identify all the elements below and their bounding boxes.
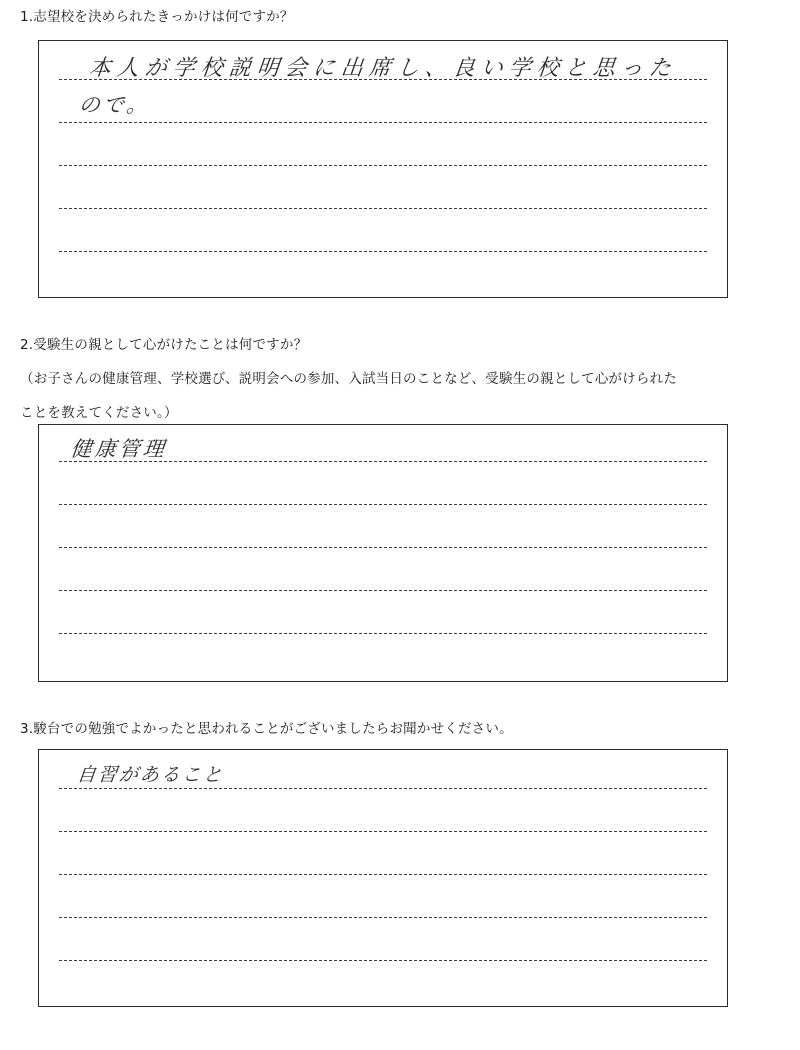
- question-3-label: [20, 716, 513, 743]
- question-2-subtext-1: （お子さんの健康管理、学校選び、説明会への参加、入試当日のことなど、受験生の親として心がけられた: [20, 371, 678, 387]
- answer-1-handwriting-line-1: 本人が学校説明会に出席し、良い学校と思った: [87, 56, 679, 81]
- answer-box-3[interactable]: [38, 749, 728, 1007]
- answer-1-line-3: [59, 165, 707, 166]
- answer-3-handwriting-line-1: 自習があること: [75, 764, 226, 786]
- question-2-label: [20, 332, 677, 427]
- answer-2-line-2: [59, 504, 707, 505]
- answer-2-line-5: [59, 633, 707, 634]
- question-2-subtext-2: ことを教えてください。）: [20, 405, 178, 421]
- answer-1-line-2: [59, 122, 707, 123]
- answer-1-line-4: [59, 208, 707, 209]
- answer-3-line-2: [59, 831, 707, 832]
- answer-3-line-3: [59, 874, 707, 875]
- answer-2-handwriting-line-1: 健康管理: [69, 437, 169, 461]
- answer-3-line-5: [59, 960, 707, 961]
- answer-1-line-5: [59, 251, 707, 252]
- answer-3-line-1: [59, 788, 707, 789]
- question-1-text: 1.志望校を決められたきっかけは何ですか？: [20, 9, 294, 25]
- answer-3-line-4: [59, 917, 707, 918]
- answer-2-line-3: [59, 547, 707, 548]
- answer-1-handwriting-line-2: ので。: [77, 93, 152, 117]
- answer-2-line-4: [59, 590, 707, 591]
- answer-box-1[interactable]: [38, 40, 728, 298]
- question-1-label: [20, 4, 294, 31]
- question-3-text: 3.駿台での勉強でよかったと思われることがございましたらお聞かせください。: [20, 721, 513, 737]
- question-2-text: 2.受験生の親として心がけたことは何ですか？: [20, 337, 308, 353]
- answer-box-2[interactable]: [38, 424, 728, 682]
